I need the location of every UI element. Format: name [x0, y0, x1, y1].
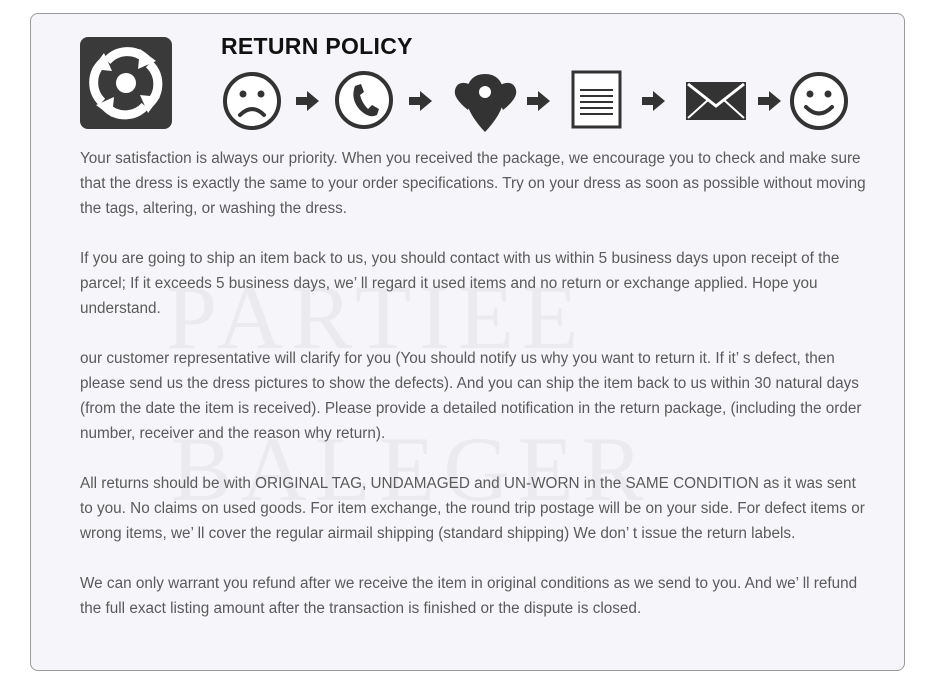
page-title: RETURN POLICY	[221, 33, 413, 59]
phone-icon	[337, 73, 391, 127]
policy-paragraph: We can only warrant you refund after we receive the item in original conditions as we send to you. And we’ ll refund the full exact listing amount after the transaction is finished or the dispute is closed.	[80, 575, 858, 617]
policy-paragraph: Your satisfaction is always our priority. When you received the package, we encourage you to check and make sure that the dress is exactly the same to your order specifications. Try on your dress as soon as possible without moving the tags, altering, or washing the dress.	[80, 150, 866, 217]
policy-paragraph: All returns should be with ORIGINAL TAG, UNDAMAGED and UN-WORN in the SAME CONDITION as it was sent to you. No claims on used goods. For item exchange, the round trip postage will be on your side. For defect items or wrong items, we’ ll cover the regular airmail shipping (standard shipping) We don’ t issue the return labels.	[80, 475, 865, 542]
envelope-icon	[686, 82, 746, 120]
sad-face-icon	[225, 74, 279, 128]
arrow-icon	[296, 91, 319, 111]
document-icon	[573, 72, 620, 127]
smiley-face-icon	[792, 74, 846, 128]
arrow-icon	[527, 91, 550, 111]
location-pins-icon	[455, 74, 516, 132]
return-steps	[221, 70, 861, 134]
policy-text	[80, 146, 870, 646]
arrow-icon	[642, 91, 665, 111]
policy-paragraph: our customer representative will clarify for you (You should notify us why you want to return it. If it’ s defect, then please send us the dress pictures to show the defects). And you can ship the item back to us within 30 natural days (from the date the item is received). Please provide a detailed notification in the return package, (including the order number, receiver and the reason why return).	[80, 350, 862, 442]
arrow-icon	[409, 91, 432, 111]
policy-paragraph: If you are going to ship an item back to us, you should contact with us within 5 business days upon receipt of the parcel; If it exceeds 5 business days, we’ ll regard it used items and no return or exchange applied. Hope you understand.	[80, 250, 840, 317]
return-arrows-icon	[80, 37, 172, 129]
arrow-icon	[758, 91, 781, 111]
return-policy-card	[30, 13, 905, 671]
